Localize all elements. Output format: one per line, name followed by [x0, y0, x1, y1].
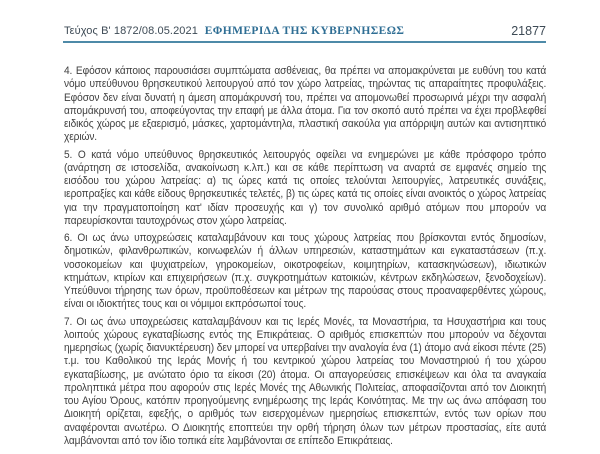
- paragraph-4: 4. Εφόσον κάποιος παρουσιάσει συμπτώματα ασθένειας, θα πρέπει να απομακρύνεται με ευθύνη του κατά νόμο υπεύθυνου θρησκευτικού λειτουργού από τον χώρο λατρείας, τηρώντας τις απαραίτητες προφυλάξεις. Εφόσον δεν είναι δυνατή η άμεση απομάκρυνσή του, πρέπει να απομονωθεί προσωρινά μέχρι την ασφαλή απομάκρυνσή του, αποφεύγοντας την επαφή με άλλα άτομα. Για τον σκοπό αυτό πρέπει να έχει προβλεφθεί ειδικός χώρος με εξαερισμό, μάσκες, χαρτομάντηλα, πλαστική σακούλα για απόρριψη αυτών και αντισηπτικό χεριών.: [64, 65, 547, 144]
- paragraph-5: 5. Ο κατά νόμο υπεύθυνος θρησκευτικός λειτουργός οφείλει να ενημερώνει με κάθε πρόσφορο τρόπο (ανάρτηση σε ιστοσελίδα, ανακοίνωση κ.λπ.) και σε κάθε περίπτωση να αναρτά σε εμφανές σημείο της εισόδου του χώρου λατρείας: α) τις ώρες κατά τις οποίες τελούνται λειτουργίες, λατρευτικές συνάξεις, ιεροπραξίες και κάθε είδους θρησκευτικές τελετές, β) τις ώρες κατά τις οποίες είναι ανοικτός ο χώρος λατρείας για την πραγματοποίηση κατ' ιδίαν προσευχής και γ) τον συνολικό αριθμό ατόμων που μπορούν να παρευρίσκονται ταυτοχρόνως στον χώρο λατρείας.: [64, 148, 547, 227]
- issue-label: Τεύχος Β' 1872/08.05.2021: [64, 25, 198, 37]
- paragraph-7: 7. Οι ως άνω υποχρεώσεις καταλαμβάνουν και τις Ιερές Μονές, τα Μοναστήρια, τα Ησυχαστήρια και τους λοιπούς χώρους εγκαταβίωσης εντός της Επικράτειας. Ο αριθμός επισκεπτών που μπορούν να δέχονται ημερησίως (χωρίς διανυκτέρευση) δεν μπορεί να υπερβαίνει την αναλογία ένα (1) άτομο ανά είκοσι πέντε (25) τ.μ. του Καθολικού της Ιεράς Μονής ή του κεντρικού χώρου λατρείας του Μοναστηριού ή του χώρου εγκαταβίωσης, με ανώτατο όριο τα είκοσι (20) άτομα. Οι απαγορεύσεις επισκέψεων και όλα τα αναγκαία προληπτικά μέτρα που αφορούν στις Ιερές Μονές της Αθωνικής Πολιτείας, αποφασίζονται από τον Διοικητή του Αγίου Όρους, κατόπιν προηγούμενης ενημέρωσης της Ιεράς Κοινότητας. Με την ως άνω απόφαση του Διοικητή ορίζεται, εφεξής, ο αριθμός των εισερχομένων ημερησίως επισκεπτών, εντός των ορίων που αναφέρονται ανωτέρω. Ο Διοικητής εποπτεύει την ορθή τήρηση όλων των μέτρων προστασίας, είτε αυτά λαμβάνονται από τον ίδιο τοπικά είτε λαμβάνονται σε επίπεδο Επικράτειας.: [64, 315, 547, 447]
- gazette-title: ΕΦΗΜΕΡΙΔΑ ΤΗΣ ΚΥΒΕΡΝΗΣΕΩΣ: [204, 25, 405, 37]
- page-number: 21877: [511, 24, 546, 38]
- document-body: [64, 65, 546, 448]
- gazette-header: [63, 22, 546, 43]
- paragraph-6: 6. Οι ως άνω υποχρεώσεις καταλαμβάνουν και τους χώρους λατρείας που βρίσκονται εντός δημοσίων, δημοτικών, φιλανθρωπικών, κοινωφελών ή άλλων υπηρεσιών, καταστημάτων και εγκαταστάσεων (π.χ. νοσοκομείων και ψυχιατρείων, γηροκομείων, οικοτροφείων, κοιμητηρίων, κατασκηνώσεων), ιδιωτικών κτημάτων, κτιρίων και επιχειρήσεων (π.χ. συγκροτημάτων κατοικιών, κέντρων εκδηλώσεων, ξενοδοχείων). Υπεύθυνοι τήρησης των όρων, προϋποθέσεων και μέτρων της παρούσας στους προαναφερθέντες χώρους, είναι οι ιδιοκτήτες τους και οι νόμιμοι εκπρόσωποί τους.: [64, 232, 547, 311]
